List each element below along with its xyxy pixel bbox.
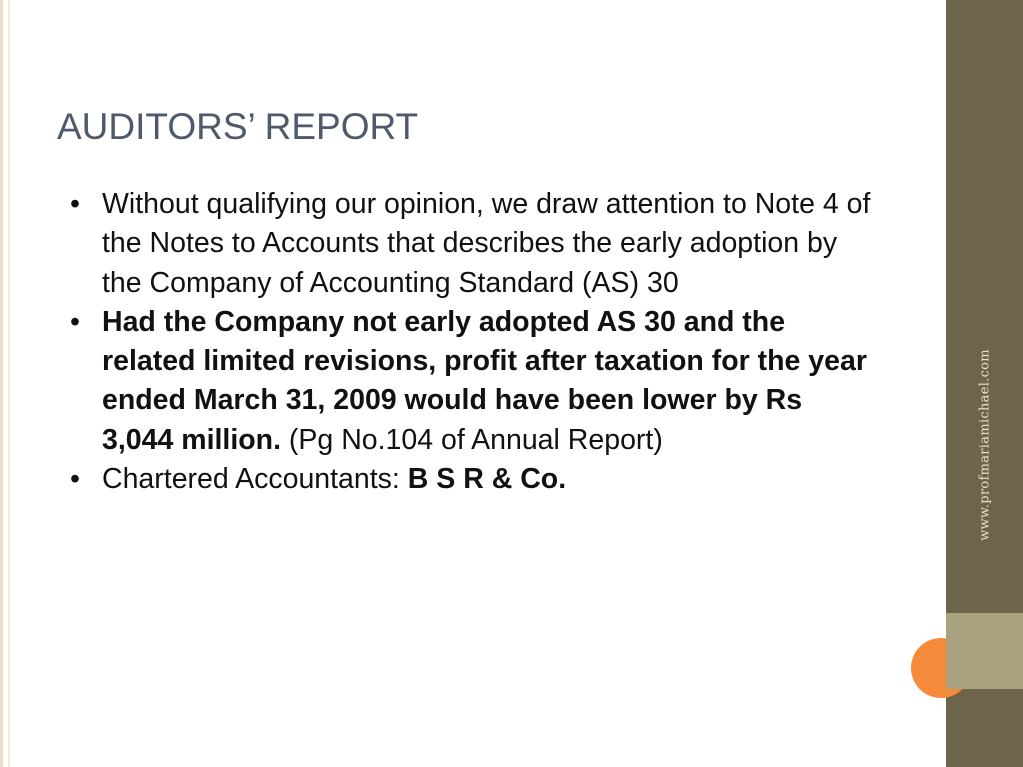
bullet-item-2 — [66, 303, 876, 460]
bullet-1-text: Without qualifying our opinion, we draw attention to Note 4 of the Notes to Accounts that describes the early adoption by the Company of Accounting Standard (AS) 30 — [102, 188, 871, 299]
bullet-dot: • — [70, 188, 80, 220]
bullet-3-bold-text: B S R & Co. — [407, 463, 567, 496]
bullet-3-text: Chartered Accountants: — [102, 463, 400, 496]
sidebar-url: www.profmariamichael.com — [977, 349, 993, 541]
slide-title: AUDITORS’ REPORT — [57, 106, 419, 147]
left-decorative-rule — [0, 0, 14, 767]
bullet-dot: • — [70, 305, 80, 338]
bullet-item-1 — [66, 185, 876, 303]
sidebar-accent-block — [946, 613, 1023, 689]
bullet-item-3 — [66, 460, 876, 499]
bullet-dot: • — [70, 463, 80, 496]
bullet-2-bold-text: Had the Company not early adopted AS 30 and the related limited revisions, profit after taxation for the year ended March 31, 2009 would have been lower by Rs 3,044 million. — [102, 305, 867, 456]
bullet-2-text: (Pg No.104 of Annual Report) — [288, 423, 663, 456]
bullet-list — [66, 185, 876, 499]
